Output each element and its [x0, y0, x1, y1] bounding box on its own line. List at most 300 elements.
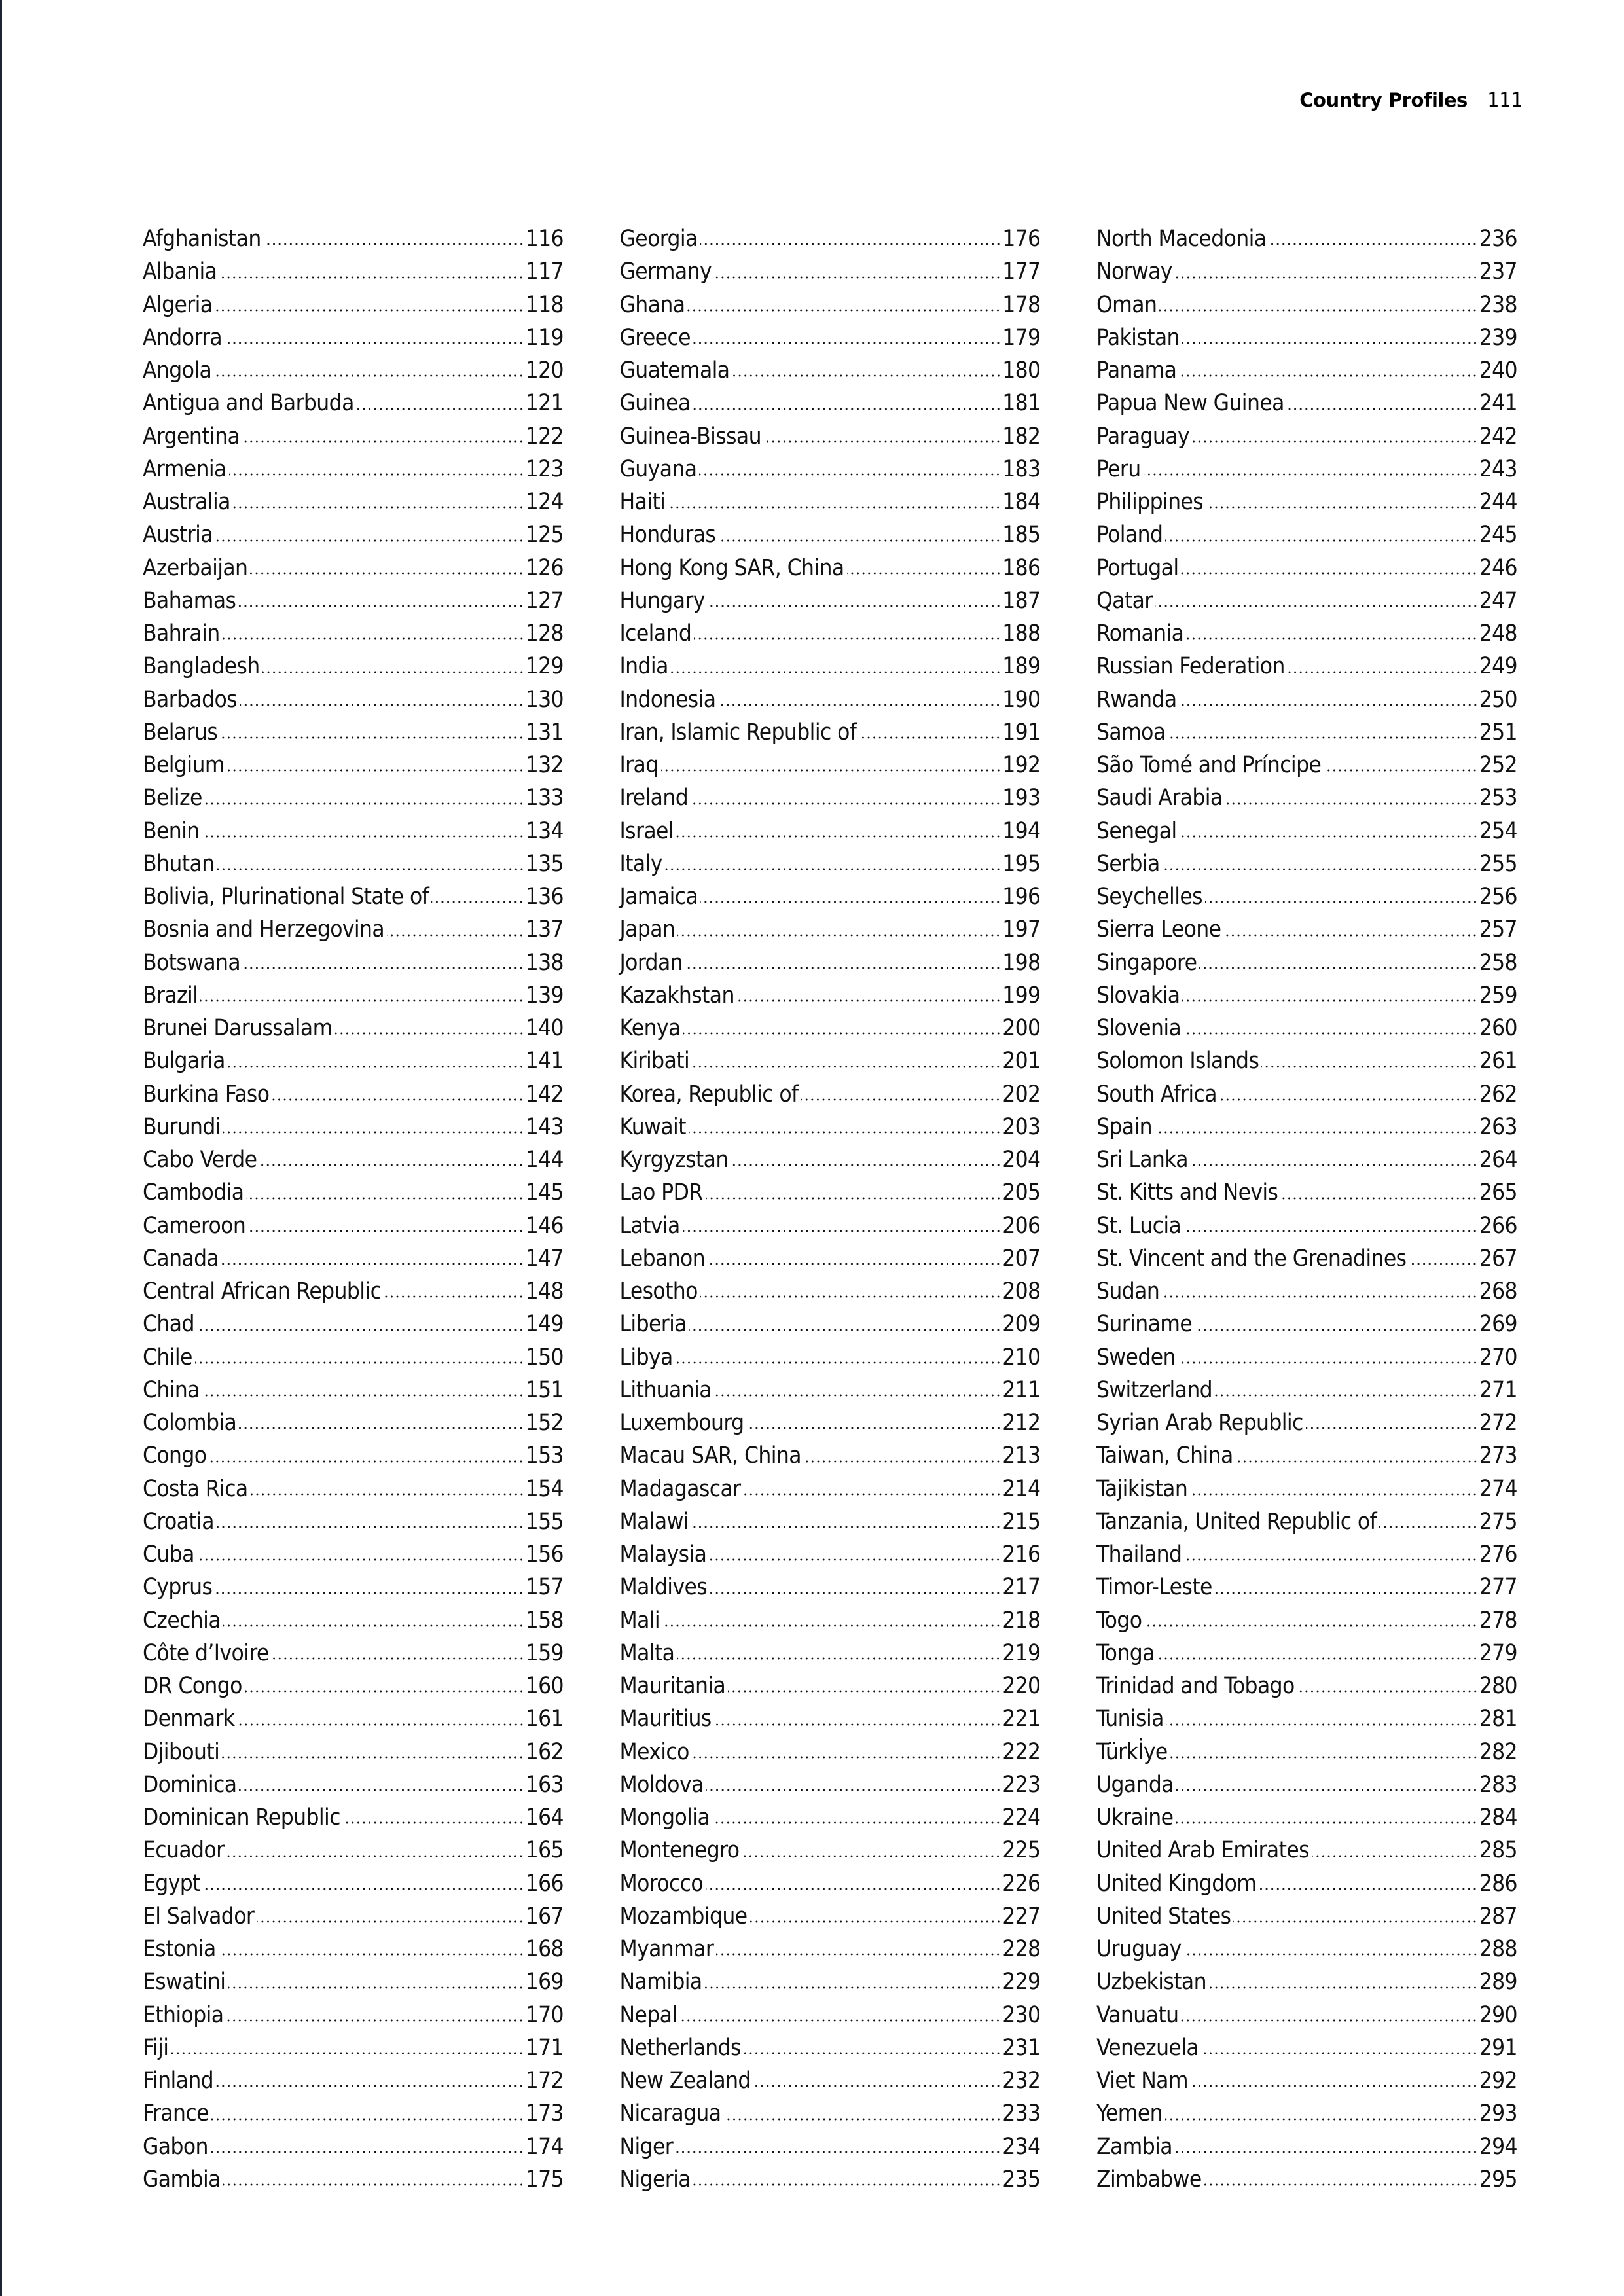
page-reference: 230 [1002, 2001, 1041, 2028]
toc-entry[interactable] [143, 1933, 564, 1965]
toc-entry[interactable] [1096, 1275, 1517, 1308]
toc-entry[interactable] [620, 946, 1041, 979]
page-reference: 242 [1479, 423, 1517, 450]
toc-entry[interactable] [620, 1538, 1041, 1571]
dot-leader [221, 1243, 524, 1266]
toc-entry[interactable] [143, 223, 564, 255]
dot-leader [700, 223, 1001, 246]
country-name: Sri Lanka [1096, 1147, 1188, 1173]
toc-entry[interactable] [620, 1637, 1041, 1670]
toc-entry[interactable] [1096, 1702, 1517, 1735]
toc-entry[interactable] [1096, 815, 1517, 848]
toc-entry[interactable] [1096, 1505, 1517, 1538]
toc-entry[interactable] [620, 880, 1041, 913]
dot-leader [693, 387, 1001, 410]
dot-leader [677, 914, 1001, 937]
toc-entry[interactable] [1096, 1637, 1517, 1670]
toc-entry[interactable] [143, 321, 564, 354]
toc-entry[interactable] [1096, 1045, 1517, 1077]
page-reference: 185 [1002, 522, 1041, 548]
toc-entry[interactable] [620, 486, 1041, 518]
toc-entry[interactable] [1096, 2163, 1517, 2196]
dot-leader [245, 1670, 524, 1693]
toc-entry[interactable] [1096, 2130, 1517, 2163]
toc-entry[interactable] [1096, 420, 1517, 453]
toc-entry[interactable] [143, 1801, 564, 1834]
dot-leader [718, 519, 1001, 542]
page-reference: 235 [1002, 2166, 1041, 2193]
toc-entry[interactable] [620, 584, 1041, 617]
country-name: Chad [143, 1311, 194, 1338]
toc-entry[interactable] [1096, 848, 1517, 880]
toc-entry[interactable] [1096, 1571, 1517, 1604]
country-name: Thailand [1096, 1541, 1182, 1568]
toc-entry[interactable] [1096, 1604, 1517, 1637]
country-name: Bolivia, Plurinational State of [143, 884, 429, 910]
toc-entry[interactable] [1096, 321, 1517, 354]
dot-leader [1215, 1374, 1478, 1397]
country-name: Lao PDR [619, 1179, 703, 1206]
toc-entry[interactable] [620, 781, 1041, 814]
toc-entry[interactable] [1096, 1999, 1517, 2032]
dot-leader [1144, 1605, 1477, 1628]
country-name: Iraq [619, 752, 659, 778]
toc-entry[interactable] [143, 1374, 564, 1407]
toc-entry[interactable] [143, 387, 564, 420]
page-reference: 151 [525, 1376, 564, 1403]
page-reference: 171 [525, 2034, 564, 2061]
toc-entry[interactable] [620, 1439, 1041, 1472]
toc-entry[interactable] [1096, 913, 1517, 946]
toc-entry[interactable] [143, 1012, 564, 1045]
toc-entry[interactable] [1096, 1012, 1517, 1045]
country-name: Nicaragua [619, 2100, 721, 2127]
page-reference: 159 [525, 1640, 564, 1666]
page-reference: 137 [525, 916, 564, 943]
dot-leader [1379, 1506, 1478, 1529]
toc-entry[interactable] [143, 255, 564, 288]
toc-entry[interactable] [620, 617, 1041, 650]
country-name: Czechia [143, 1607, 221, 1634]
toc-entry[interactable] [620, 387, 1041, 420]
toc-entry[interactable] [143, 1473, 564, 1505]
country-name: New Zealand [619, 2068, 751, 2094]
dot-leader [700, 881, 1001, 904]
page-reference: 288 [1479, 1936, 1517, 1962]
toc-entry[interactable] [620, 2097, 1041, 2130]
page-reference: 213 [1002, 1443, 1041, 1469]
toc-entry[interactable] [1096, 354, 1517, 387]
dot-leader [1201, 2032, 1478, 2055]
toc-entry[interactable] [620, 453, 1041, 486]
page-reference: 175 [525, 2166, 564, 2193]
toc-entry[interactable] [1096, 1341, 1517, 1374]
toc-entry[interactable] [620, 1275, 1041, 1308]
toc-entry[interactable] [143, 1275, 564, 1308]
toc-entry[interactable] [143, 749, 564, 781]
toc-entry[interactable] [143, 518, 564, 551]
toc-entry[interactable] [1096, 683, 1517, 716]
toc-entry[interactable] [620, 321, 1041, 354]
toc-entry[interactable] [620, 1210, 1041, 1242]
dot-leader [804, 1440, 1001, 1463]
toc-entry[interactable] [620, 1834, 1041, 1867]
dot-leader [1159, 289, 1477, 312]
country-name: Yemen [1096, 2100, 1163, 2127]
toc-entry[interactable] [620, 1965, 1041, 1998]
dot-leader [1287, 387, 1478, 410]
toc-entry[interactable] [143, 1571, 564, 1604]
toc-entry[interactable] [1096, 518, 1517, 551]
toc-entry[interactable] [143, 683, 564, 716]
toc-entry[interactable] [1096, 1111, 1517, 1143]
page-reference: 121 [525, 390, 564, 417]
toc-entry[interactable] [143, 716, 564, 749]
page-reference: 203 [1002, 1113, 1041, 1140]
dot-leader [706, 1177, 1001, 1200]
page-reference: 144 [525, 1147, 564, 1173]
country-name: Honduras [619, 522, 716, 548]
country-name: Gambia [143, 2166, 221, 2193]
toc-entry[interactable] [143, 1670, 564, 1702]
dot-leader [1184, 1933, 1478, 1956]
toc-entry[interactable] [143, 1538, 564, 1571]
dot-leader [220, 717, 524, 740]
country-name: Papua New Guinea [1096, 390, 1284, 417]
dot-leader [197, 1539, 524, 1562]
toc-entry[interactable] [143, 289, 564, 321]
country-name: Slovakia [1096, 982, 1180, 1009]
toc-entry[interactable] [1096, 1210, 1517, 1242]
toc-entry[interactable] [1096, 1933, 1517, 1965]
toc-entry[interactable] [1096, 1374, 1517, 1407]
page-reference: 177 [1002, 259, 1041, 285]
toc-entry[interactable] [1096, 650, 1517, 683]
toc-entry[interactable] [620, 354, 1041, 387]
toc-entry[interactable] [620, 1736, 1041, 1768]
country-name: Angola [143, 357, 212, 384]
country-name: Nepal [619, 2001, 677, 2028]
toc-column-1 [143, 223, 564, 2196]
toc-entry[interactable] [1096, 2064, 1517, 2097]
toc-entry[interactable] [620, 1045, 1041, 1077]
country-name: Benin [143, 817, 200, 844]
toc-entry[interactable] [620, 1473, 1041, 1505]
toc-entry[interactable] [1096, 2097, 1517, 2130]
toc-entry[interactable] [1096, 1670, 1517, 1702]
toc-entry[interactable] [1096, 552, 1517, 584]
toc-entry[interactable] [1096, 749, 1517, 781]
dot-leader [242, 421, 524, 444]
toc-entry[interactable] [620, 1176, 1041, 1209]
toc-entry[interactable] [620, 1078, 1041, 1111]
toc-entry[interactable] [620, 716, 1041, 749]
page-reference: 215 [1002, 1508, 1041, 1535]
toc-entry[interactable] [1096, 1900, 1517, 1933]
toc-entry[interactable] [143, 1867, 564, 1900]
page-reference: 165 [525, 1837, 564, 1864]
toc-entry[interactable] [620, 1242, 1041, 1275]
toc-entry[interactable] [620, 223, 1041, 255]
toc-entry[interactable] [143, 453, 564, 486]
toc-entry[interactable] [143, 2064, 564, 2097]
toc-entry[interactable] [1096, 1801, 1517, 1834]
toc-entry[interactable] [1096, 1834, 1517, 1867]
page-reference: 193 [1002, 785, 1041, 812]
toc-entry[interactable] [620, 1999, 1041, 2032]
page-reference: 167 [525, 1903, 564, 1929]
toc-entry[interactable] [143, 552, 564, 584]
dot-leader [384, 1276, 524, 1299]
toc-entry[interactable] [143, 913, 564, 946]
toc-entry[interactable] [143, 979, 564, 1012]
toc-entry[interactable] [620, 1012, 1041, 1045]
toc-entry[interactable] [143, 617, 564, 650]
toc-entry[interactable] [620, 1374, 1041, 1407]
toc-entry[interactable] [143, 1111, 564, 1143]
dot-leader [683, 1210, 1001, 1233]
dot-leader [1191, 1144, 1478, 1167]
toc-entry[interactable] [1096, 1407, 1517, 1439]
toc-entry[interactable] [1096, 1473, 1517, 1505]
toc-entry[interactable] [143, 2130, 564, 2163]
toc-entry[interactable] [1096, 781, 1517, 814]
toc-entry[interactable] [1096, 289, 1517, 321]
page-reference: 280 [1479, 1673, 1517, 1699]
country-name: Philippines [1096, 489, 1204, 515]
toc-entry[interactable] [143, 815, 564, 848]
toc-entry[interactable] [143, 486, 564, 518]
toc-entry[interactable] [143, 1736, 564, 1768]
toc-entry[interactable] [620, 2064, 1041, 2097]
toc-entry[interactable] [1096, 1078, 1517, 1111]
toc-entry[interactable] [1096, 979, 1517, 1012]
toc-entry[interactable] [1096, 1736, 1517, 1768]
toc-entry[interactable] [620, 2130, 1041, 2163]
page-reference: 131 [525, 719, 564, 745]
dot-leader [676, 816, 1001, 838]
toc-entry[interactable] [620, 749, 1041, 781]
toc-entry[interactable] [620, 1505, 1041, 1538]
dot-leader [716, 1933, 1001, 1956]
page-reference: 271 [1479, 1376, 1517, 1403]
page-reference: 208 [1002, 1278, 1041, 1304]
country-name: Iran, Islamic Republic of [619, 719, 857, 745]
toc-entry[interactable] [1096, 716, 1517, 749]
toc-entry[interactable] [620, 1801, 1041, 1834]
toc-entry[interactable] [1096, 1867, 1517, 1900]
toc-entry[interactable] [1096, 223, 1517, 255]
toc-entry[interactable] [620, 1111, 1041, 1143]
toc-entry[interactable] [143, 1143, 564, 1176]
toc-entry[interactable] [620, 2163, 1041, 2196]
toc-entry[interactable] [620, 1900, 1041, 1933]
toc-entry[interactable] [143, 1900, 564, 1933]
toc-entry[interactable] [620, 1702, 1041, 1735]
toc-entry[interactable] [143, 1834, 564, 1867]
dot-leader [732, 355, 1001, 378]
country-name: Macau SAR, China [619, 1443, 801, 1469]
dot-leader [1225, 782, 1478, 805]
dot-leader [1223, 914, 1477, 937]
toc-entry[interactable] [143, 1965, 564, 1998]
toc-entry[interactable] [620, 1604, 1041, 1637]
toc-entry[interactable] [1096, 2032, 1517, 2064]
toc-entry[interactable] [143, 1439, 564, 1472]
dot-leader [661, 749, 1001, 772]
toc-entry[interactable] [620, 1670, 1041, 1702]
toc-entry[interactable] [143, 1045, 564, 1077]
toc-entry[interactable] [620, 420, 1041, 453]
toc-entry[interactable] [620, 1407, 1041, 1439]
country-name: Belarus [143, 719, 218, 745]
toc-entry[interactable] [1096, 1308, 1517, 1340]
toc-entry[interactable] [620, 848, 1041, 880]
toc-entry[interactable] [620, 289, 1041, 321]
toc-entry[interactable] [143, 2163, 564, 2196]
toc-entry[interactable] [620, 552, 1041, 584]
toc-entry[interactable] [1096, 1439, 1517, 1472]
toc-entry[interactable] [143, 848, 564, 880]
country-name: Brunei Darussalam [143, 1015, 333, 1041]
page-reference: 125 [525, 522, 564, 548]
country-name: El Salvador [143, 1903, 255, 1929]
toc-entry[interactable] [1096, 387, 1517, 420]
country-name: Belize [143, 785, 202, 812]
toc-entry[interactable] [143, 584, 564, 617]
page-reference: 174 [525, 2133, 564, 2160]
dot-leader [229, 454, 524, 476]
toc-entry[interactable] [143, 2032, 564, 2064]
toc-entry[interactable] [143, 1768, 564, 1801]
dot-leader [272, 1079, 524, 1102]
toc-entry[interactable] [143, 420, 564, 453]
page-reference: 268 [1479, 1278, 1517, 1304]
toc-entry[interactable] [143, 1242, 564, 1275]
toc-entry[interactable] [143, 1999, 564, 2032]
toc-entry[interactable] [143, 1210, 564, 1242]
page-reference: 293 [1479, 2100, 1517, 2127]
toc-entry[interactable] [1096, 1538, 1517, 1571]
toc-entry[interactable] [143, 1341, 564, 1374]
toc-entry[interactable] [620, 650, 1041, 683]
page-reference: 227 [1002, 1903, 1041, 1929]
dot-leader [219, 1933, 524, 1956]
country-name: Greece [619, 324, 691, 351]
page-reference: 176 [1002, 226, 1041, 252]
country-name: Cuba [143, 1541, 194, 1568]
dot-leader [1209, 1966, 1478, 1989]
page-reference: 290 [1479, 2001, 1517, 2028]
toc-entry[interactable] [620, 815, 1041, 848]
toc-entry[interactable] [143, 1176, 564, 1209]
toc-entry[interactable] [143, 781, 564, 814]
country-name: Canada [143, 1245, 219, 1272]
toc-entry[interactable] [143, 354, 564, 387]
page-reference: 262 [1479, 1081, 1517, 1107]
toc-entry[interactable] [1096, 1143, 1517, 1176]
page-reference: 255 [1479, 850, 1517, 877]
dot-leader [223, 1605, 524, 1628]
dot-leader [1204, 2164, 1478, 2187]
country-name: Seychelles [1096, 884, 1202, 910]
toc-entry[interactable] [143, 946, 564, 979]
toc-entry[interactable] [1096, 255, 1517, 288]
toc-entry[interactable] [143, 1505, 564, 1538]
country-name: Kyrgyzstan [619, 1147, 729, 1173]
page-reference: 172 [525, 2068, 564, 2094]
dot-leader [1261, 1045, 1477, 1068]
toc-entry[interactable] [1096, 617, 1517, 650]
page-reference: 153 [525, 1443, 564, 1469]
toc-entry[interactable] [143, 1407, 564, 1439]
toc-entry[interactable] [1096, 453, 1517, 486]
toc-entry[interactable] [143, 1702, 564, 1735]
toc-entry[interactable] [620, 1933, 1041, 1965]
toc-entry[interactable] [143, 650, 564, 683]
toc-column-3 [1096, 223, 1517, 2196]
toc-entry[interactable] [1096, 1768, 1517, 1801]
toc-entry[interactable] [1096, 486, 1517, 518]
dot-leader [750, 1901, 1001, 1924]
country-name: Timor-Leste [1096, 1574, 1212, 1601]
toc-entry[interactable] [143, 2097, 564, 2130]
toc-entry[interactable] [143, 1308, 564, 1340]
toc-entry[interactable] [620, 913, 1041, 946]
toc-entry[interactable] [1096, 1242, 1517, 1275]
toc-entry[interactable] [1096, 1965, 1517, 1998]
toc-entry[interactable] [1096, 1176, 1517, 1209]
dot-leader [718, 684, 1001, 707]
dot-leader [1312, 1835, 1478, 1857]
toc-entry[interactable] [620, 1341, 1041, 1374]
toc-entry[interactable] [143, 1078, 564, 1111]
page-reference: 143 [525, 1113, 564, 1140]
country-name: Japan [619, 916, 676, 943]
toc-entry[interactable] [620, 2032, 1041, 2064]
country-name: Finland [143, 2068, 214, 2094]
toc-entry[interactable] [143, 1637, 564, 1670]
page-reference: 157 [525, 1574, 564, 1601]
country-name: Bosnia and Herzegovina [143, 916, 385, 943]
country-name: Uganda [1096, 1771, 1174, 1798]
toc-entry[interactable] [143, 1604, 564, 1637]
toc-entry[interactable] [143, 880, 564, 913]
country-name: Spain [1096, 1113, 1152, 1140]
toc-entry[interactable] [620, 1308, 1041, 1340]
dot-leader [1176, 1769, 1478, 1792]
toc-entry[interactable] [620, 683, 1041, 716]
page-reference: 285 [1479, 1837, 1517, 1864]
toc-entry[interactable] [620, 979, 1041, 1012]
toc-entry[interactable] [620, 1867, 1041, 1900]
toc-entry[interactable] [1096, 584, 1517, 617]
page-reference: 154 [525, 1475, 564, 1502]
toc-entry[interactable] [1096, 880, 1517, 913]
toc-entry[interactable] [620, 1768, 1041, 1801]
page-reference: 265 [1479, 1179, 1517, 1206]
toc-entry[interactable] [620, 1143, 1041, 1176]
toc-entry[interactable] [1096, 946, 1517, 979]
toc-entry[interactable] [620, 518, 1041, 551]
dot-leader [246, 1177, 524, 1200]
page-reference: 126 [525, 554, 564, 581]
page-edge [0, 0, 2, 2296]
dot-leader [223, 2164, 524, 2187]
toc-entry[interactable] [620, 1571, 1041, 1604]
country-name: Viet Nam [1096, 2068, 1188, 2094]
toc-entry[interactable] [620, 255, 1041, 288]
